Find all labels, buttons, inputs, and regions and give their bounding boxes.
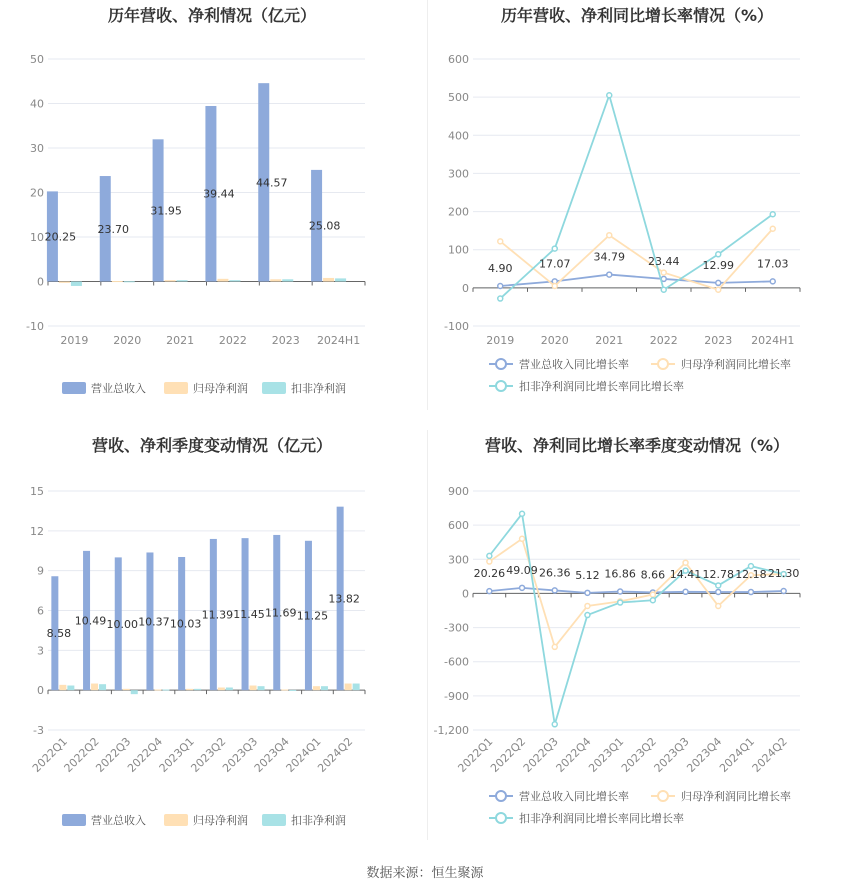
point-revenue-growth [781, 589, 786, 594]
bar-net-profit [123, 689, 130, 690]
point-revenue-growth [618, 589, 623, 594]
x-tick-label: 2022Q2 [61, 734, 102, 775]
y-tick-label: 500 [448, 91, 469, 105]
bar-deducted-profit [229, 280, 240, 281]
point-deducted-profit-growth [716, 583, 721, 588]
annual-growth-rate-svg [425, 0, 850, 430]
quarterly-revenue-profit-chart [0, 430, 425, 860]
bar-deducted-profit [226, 688, 233, 691]
x-tick-label: 2023Q3 [220, 734, 261, 775]
legend-marker-deducted-profit-growth [496, 381, 506, 391]
line-deducted-profit-growth [489, 514, 783, 725]
y-tick-label: -10 [26, 320, 44, 333]
data-label: 8.58 [46, 627, 72, 641]
legend-swatch-net-profit [164, 814, 188, 826]
chart-title: 历年营收、净利同比增长率情况（%） [500, 6, 774, 25]
data-label: 10.37 [138, 615, 170, 629]
line-revenue-growth [500, 275, 773, 286]
y-tick-label: 3 [37, 644, 44, 658]
bar-net-profit [186, 689, 193, 690]
data-label: 12.18 [735, 568, 767, 582]
annual-growth-rate-chart [425, 0, 850, 430]
x-tick-label: 2024Q2 [749, 734, 790, 775]
point-deducted-profit-growth [487, 553, 492, 558]
legend-label: 归母净利润同比增长率 [681, 790, 791, 803]
y-tick-label: -1,200 [433, 724, 469, 737]
legend-swatch-revenue [62, 814, 86, 826]
data-label: 26.36 [539, 566, 571, 580]
data-label: 39.44 [203, 187, 235, 201]
point-deducted-profit-growth [585, 613, 590, 618]
data-label: 11.39 [201, 608, 234, 622]
bar-net-profit [59, 282, 70, 283]
legend-label: 扣非净利润 [291, 382, 346, 395]
point-net-profit-growth [683, 560, 688, 565]
point-deducted-profit-growth [520, 511, 525, 516]
x-tick-label: 2024Q1 [717, 734, 758, 775]
quarterly-revenue-profit-svg [0, 430, 425, 860]
y-tick-label: -3 [33, 724, 44, 737]
legend-label: 营业总收入 [91, 382, 146, 395]
legend-label: 扣非净利润 [291, 814, 346, 827]
data-label: 20.26 [473, 567, 506, 581]
point-revenue-growth [498, 283, 503, 288]
x-tick-label: 2024H1 [316, 334, 361, 347]
y-tick-label: 0 [462, 281, 469, 295]
legend-label: 归母净利润 [193, 382, 248, 395]
y-tick-label: 300 [448, 167, 469, 181]
y-tick-label: 900 [448, 485, 469, 498]
data-label: 10.03 [169, 617, 202, 631]
legend-label: 营业总收入同比增长率 [519, 790, 629, 803]
data-label: 11.69 [265, 606, 297, 620]
x-tick-label: 2020 [540, 334, 569, 347]
point-net-profit-growth [552, 283, 557, 288]
x-tick-label: 2023Q4 [684, 734, 725, 775]
y-tick-label: 20 [30, 186, 44, 200]
bar-deducted-profit [353, 684, 360, 691]
point-deducted-profit-growth [607, 93, 612, 98]
chart-title: 营收、净利同比增长率季度变动情况（%） [484, 436, 790, 455]
data-label: 11.45 [233, 608, 265, 622]
y-tick-label: 0 [37, 275, 44, 289]
data-label: 49.09 [506, 563, 538, 577]
x-tick-label: 2019 [486, 334, 515, 347]
bar-net-profit [281, 690, 288, 691]
bar-deducted-profit [258, 686, 265, 690]
point-revenue-growth [585, 590, 590, 595]
legend-label: 扣非净利润同比增长率同比增长率 [519, 812, 684, 825]
data-label: 16.86 [604, 567, 636, 581]
bar-net-profit [218, 688, 225, 691]
point-net-profit-growth [520, 536, 525, 541]
point-revenue-growth [487, 589, 492, 594]
y-tick-label: 300 [448, 553, 469, 567]
x-tick-label: 2023Q2 [188, 734, 229, 775]
bar-deducted-profit [67, 686, 74, 691]
data-label: 21.30 [767, 567, 800, 581]
y-tick-label: 40 [30, 97, 44, 111]
x-tick-label: 2021 [595, 334, 624, 347]
data-label: 4.90 [488, 261, 513, 275]
x-tick-label: 2022Q4 [125, 734, 166, 775]
bar-deducted-profit [289, 690, 296, 691]
bar-net-profit [154, 690, 161, 691]
x-tick-label: 2023Q1 [156, 734, 197, 775]
point-revenue-growth [716, 589, 721, 594]
legend-label: 营业总收入同比增长率 [519, 358, 629, 371]
x-tick-label: 2024H1 [751, 334, 795, 347]
bar-deducted-profit [177, 280, 188, 281]
y-tick-label: 30 [30, 142, 44, 155]
bar-deducted-profit [321, 686, 328, 690]
legend-marker-revenue-growth [496, 359, 506, 369]
point-revenue-growth [607, 272, 612, 277]
data-label: 23.44 [648, 254, 680, 268]
x-tick-label: 2019 [60, 334, 89, 347]
legend-marker-net-profit-growth [658, 791, 668, 801]
quarterly-growth-rate-chart [425, 430, 850, 860]
point-net-profit-growth [770, 226, 775, 231]
x-tick-label: 2023Q1 [586, 734, 627, 775]
point-revenue-growth [552, 588, 557, 593]
bar-deducted-profit [71, 282, 82, 286]
y-tick-label: 12 [30, 524, 44, 538]
y-tick-label: 200 [448, 205, 469, 219]
data-label: 44.57 [256, 176, 288, 190]
legend-swatch-deducted-profit [262, 814, 286, 826]
point-net-profit-growth [661, 270, 666, 275]
point-net-profit-growth [607, 233, 612, 238]
bar-deducted-profit [124, 281, 135, 282]
annual-revenue-profit-chart [0, 0, 425, 430]
point-net-profit-growth [487, 559, 492, 564]
y-tick-label: 10 [30, 231, 44, 244]
y-tick-label: 6 [37, 604, 44, 618]
data-label: 20.25 [44, 230, 77, 244]
point-deducted-profit-growth [661, 287, 666, 292]
point-net-profit-growth [552, 644, 557, 649]
y-tick-label: 50 [30, 53, 44, 66]
data-label: 10.49 [74, 614, 107, 628]
bar-deducted-profit [282, 279, 293, 281]
y-tick-label: -100 [444, 320, 469, 333]
legend-label: 扣非净利润同比增长率同比增长率 [519, 380, 684, 393]
x-tick-label: 2023Q4 [251, 734, 292, 775]
point-deducted-profit-growth [716, 252, 721, 257]
data-label: 31.95 [150, 204, 182, 218]
point-net-profit-growth [716, 287, 721, 292]
x-tick-label: 2022 [218, 334, 247, 347]
bar-net-profit [165, 280, 176, 281]
legend-swatch-net-profit [164, 382, 188, 394]
point-deducted-profit-growth [498, 296, 503, 301]
x-tick-label: 2023Q2 [618, 734, 659, 775]
point-net-profit-growth [498, 239, 503, 244]
bar-deducted-profit [162, 690, 169, 691]
data-label: 13.82 [328, 592, 360, 606]
x-tick-label: 2022Q4 [553, 734, 594, 775]
legend-marker-net-profit-growth [658, 359, 668, 369]
x-tick-label: 2024Q1 [283, 734, 324, 775]
data-label: 11.25 [296, 609, 329, 623]
chart-title: 历年营收、净利情况（亿元） [107, 6, 317, 25]
x-tick-label: 2021 [166, 334, 195, 347]
x-tick-label: 2022Q2 [488, 734, 529, 775]
x-tick-label: 2023 [704, 334, 733, 347]
x-tick-label: 2022Q1 [29, 734, 70, 775]
data-source-note: 数据来源：恒生聚源 [366, 866, 484, 881]
point-deducted-profit-growth [552, 246, 557, 251]
legend-label: 营业总收入 [91, 814, 146, 827]
data-label: 17.03 [757, 257, 789, 271]
point-revenue-growth [748, 590, 753, 595]
y-tick-label: 0 [462, 587, 469, 601]
x-tick-label: 2022Q3 [93, 734, 134, 775]
data-label: 25.08 [308, 219, 341, 233]
y-tick-label: 600 [448, 53, 469, 66]
bar-net-profit [323, 278, 334, 282]
bar-deducted-profit [99, 684, 106, 690]
annual-revenue-profit-svg [0, 0, 425, 430]
bar-net-profit [91, 684, 98, 691]
data-label: 10.00 [106, 617, 138, 631]
point-deducted-profit-growth [650, 598, 655, 603]
quarterly-growth-rate-svg [425, 430, 850, 860]
y-tick-label: 0 [37, 684, 44, 698]
data-label: 14.41 [669, 567, 702, 581]
data-label: 5.12 [575, 568, 600, 582]
y-tick-label: 600 [448, 519, 469, 533]
legend-label: 归母净利润 [193, 814, 248, 827]
data-label: 12.78 [702, 567, 734, 581]
bar-net-profit [250, 686, 257, 691]
chart-title: 营收、净利季度变动情况（亿元） [91, 436, 333, 455]
bar-net-profit [345, 684, 352, 691]
x-tick-label: 2023 [271, 334, 300, 347]
y-tick-label: -600 [444, 655, 469, 669]
data-label: 17.07 [539, 257, 571, 271]
legend-marker-deducted-profit-growth [496, 813, 506, 823]
y-tick-label: 400 [448, 129, 469, 143]
legend-label: 归母净利润同比增长率 [681, 358, 791, 371]
y-tick-label: 15 [30, 485, 44, 498]
x-tick-label: 2022Q1 [455, 734, 496, 775]
point-revenue-growth [716, 280, 721, 285]
x-tick-label: 2022 [649, 334, 678, 347]
y-tick-label: -300 [444, 621, 469, 635]
legend-swatch-revenue [62, 382, 86, 394]
point-revenue-growth [520, 585, 525, 590]
bar-net-profit [112, 281, 123, 282]
bar-net-profit [59, 685, 66, 690]
y-tick-label: -900 [444, 689, 469, 703]
y-tick-label: 9 [37, 564, 44, 578]
x-tick-label: 2020 [113, 334, 142, 347]
x-tick-label: 2024Q2 [315, 734, 356, 775]
y-tick-label: 100 [448, 243, 469, 257]
x-tick-label: 2022Q3 [520, 734, 561, 775]
legend-swatch-deducted-profit [262, 382, 286, 394]
bar-deducted-profit [194, 689, 201, 690]
point-net-profit-growth [716, 603, 721, 608]
point-revenue-growth [770, 279, 775, 284]
bar-deducted-profit [335, 278, 346, 281]
data-label: 23.70 [97, 222, 129, 236]
point-deducted-profit-growth [552, 722, 557, 727]
point-revenue-growth [683, 589, 688, 594]
bar-net-profit [217, 279, 228, 282]
data-label: 8.66 [640, 568, 666, 582]
data-label: 34.79 [593, 250, 625, 264]
point-deducted-profit-growth [770, 212, 775, 217]
point-deducted-profit-growth [618, 600, 623, 605]
x-tick-label: 2023Q3 [651, 734, 692, 775]
data-label: 12.99 [702, 258, 734, 272]
point-net-profit-growth [585, 603, 590, 608]
bar-net-profit [313, 686, 320, 690]
legend-marker-revenue-growth [496, 791, 506, 801]
point-net-profit-growth [650, 592, 655, 597]
bar-net-profit [270, 279, 281, 281]
bar-deducted-profit [131, 690, 138, 694]
